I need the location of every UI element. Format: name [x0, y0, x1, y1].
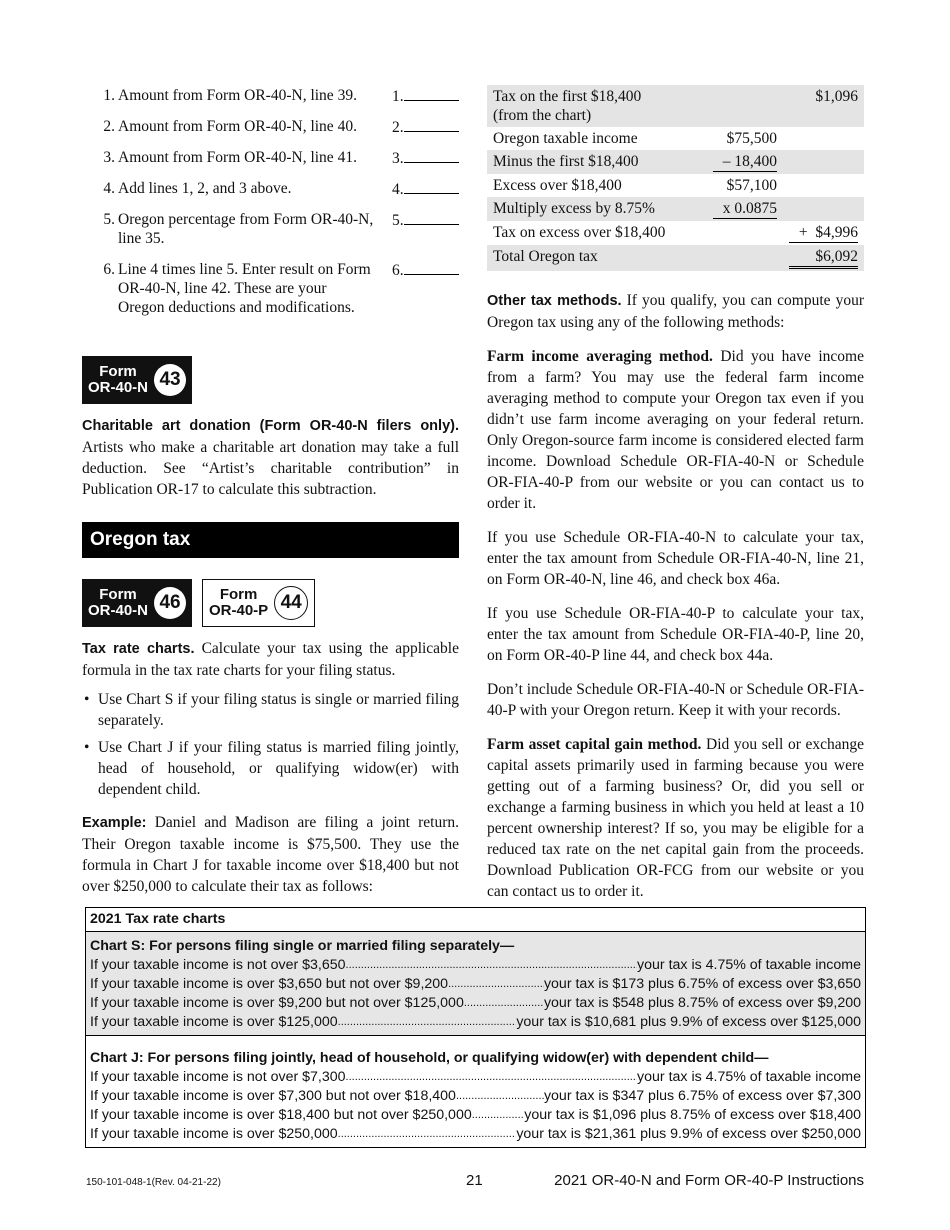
table-cell: [783, 174, 864, 197]
para-title: Other tax methods.: [487, 293, 622, 309]
charitable-body: Artists who make a charitable art donation may take a full deduction. See “Artist’s charitable contribution” in Publication OR-17 to calculate this subtraction.: [82, 439, 459, 498]
worksheet-line-6: [93, 260, 463, 317]
worksheet-line-5: [93, 210, 463, 248]
footer-title: 2021 OR-40-N and Form OR-40-P Instructions: [554, 1172, 864, 1189]
table-cell: Total Oregon tax: [487, 245, 707, 271]
charts-title: 2021 Tax rate charts: [86, 908, 865, 932]
line-field[interactable]: [392, 179, 460, 199]
badge-form-name: OR-40-P: [209, 602, 269, 619]
chart-j: [86, 1035, 865, 1147]
line-text: Amount from Form OR-40-N, line 41.: [118, 149, 357, 166]
line-text: Add lines 1, 2, and 3 above.: [118, 180, 292, 197]
line-field[interactable]: [392, 210, 460, 230]
page-number: 21: [466, 1172, 483, 1189]
charitable-section: [82, 415, 459, 500]
table-cell: [707, 245, 783, 271]
list-item: • Use Chart J if your filing status is married filing jointly, head of household, or qualifying widow(er) with dependent child.: [82, 737, 459, 800]
form-code: 150-101-048-1(Rev. 04-21-22): [86, 1177, 221, 1188]
line-field[interactable]: [392, 148, 460, 168]
line-text: Oregon percentage from Form OR-40-N, line 35.: [118, 211, 374, 247]
table-row: [487, 221, 864, 245]
worksheet-lines: [93, 86, 463, 329]
table-row: [487, 197, 864, 221]
line-number: 6.: [103, 261, 115, 278]
table-cell: Oregon taxable income: [493, 130, 638, 147]
charitable-title: Charitable art donation (Form OR-40-N filers only).: [82, 418, 459, 434]
chart-s-title: Chart S: For persons filing single or married filing separately—: [90, 938, 515, 954]
badge-form-label: Form: [99, 586, 137, 603]
chart-row: If your taxable income is over $125,000 ..... your tax is $10,681 plus 9.9% of excess over $125,000: [90, 1013, 861, 1032]
table-cell: [783, 127, 864, 150]
para-body: If you use Schedule OR-FIA-40-P to calculate your tax, enter the tax amount from Schedule OR-FIA-40-P, line 20, on Form OR-40-P line 44, and check box 44a.: [487, 605, 864, 664]
section-heading: Oregon tax: [82, 522, 459, 558]
form-badge-44: [202, 579, 315, 627]
table-cell: + $4,996: [783, 221, 864, 245]
table-cell: Multiply excess by 8.75%: [487, 197, 707, 221]
line-field-label: 1.: [392, 88, 404, 105]
table-cell: $75,500: [726, 130, 777, 147]
line-field-label: 4.: [392, 181, 404, 198]
badge-form-label: Form: [99, 363, 137, 380]
table-cell: [707, 221, 783, 245]
table-row: [487, 127, 864, 150]
badge-form-name: OR-40-N: [88, 602, 149, 619]
line-number: 5.: [103, 211, 115, 228]
chart-row: If your taxable income is over $9,200 but not over $125,000 ..... your tax is $548 plus 8.75% of excess over $9,200: [90, 994, 861, 1013]
line-field-label: 3.: [392, 150, 404, 167]
table-cell: x 0.0875: [707, 197, 783, 221]
worksheet-line-2: [93, 117, 463, 136]
example-title: Example:: [82, 815, 147, 831]
tax-rate-charts-body: Calculate your tax using the applicable formula in the tax rate charts for your filing status.: [82, 640, 459, 679]
line-number: 4.: [103, 180, 115, 197]
line-field-label: 5.: [392, 212, 404, 229]
table-row: [487, 245, 864, 271]
table-cell: Tax on excess over $18,400: [493, 224, 666, 241]
fia-40-p-paragraph: [487, 603, 864, 666]
farm-income-averaging: [487, 346, 864, 514]
chart-row: If your taxable income is over $7,300 but not over $18,400 ..... your tax is $347 plus 6.75% of excess over $7,300: [90, 1087, 861, 1106]
table-row: [487, 85, 864, 127]
para-body: If you use Schedule OR-FIA-40-N to calculate your tax, enter the tax amount from Schedule OR-FIA-40-N, line 21, on Form OR-40-N, line 46, and check box 46a.: [487, 529, 864, 588]
form-badge-43: [82, 356, 192, 404]
table-cell: [783, 197, 864, 221]
line-field-label: 6.: [392, 262, 404, 279]
dont-include-paragraph: [487, 679, 864, 721]
line-number: 1.: [103, 87, 115, 104]
tax-rate-charts-section: [82, 638, 459, 897]
table-cell: $57,100: [726, 177, 777, 194]
line-field[interactable]: [392, 260, 460, 280]
fia-40-n-paragraph: [487, 527, 864, 590]
chart-bullets: [82, 689, 459, 800]
line-text: Line 4 times line 5. Enter result on Form OR-40-N, line 42. These are your Oregon deductions and modifications.: [118, 261, 371, 316]
chart-row: If your taxable income is not over $3,650 ..... your tax is 4.75% of taxable income: [90, 956, 861, 975]
table-cell: $6,092: [783, 245, 864, 271]
other-tax-methods: [487, 290, 864, 333]
badge-line-number: 46: [154, 587, 186, 619]
example-paragraph: [82, 812, 459, 897]
table-cell: Excess over $18,400: [493, 177, 622, 194]
badge-form-label: Form: [219, 586, 258, 603]
table-row: [487, 174, 864, 197]
line-field-label: 2.: [392, 119, 404, 136]
line-field[interactable]: [392, 86, 460, 106]
chart-row: If your taxable income is over $18,400 but not over $250,000 ..... your tax is $1,096 plus 8.75% of excess over $18,400: [90, 1106, 861, 1125]
table-cell: Tax on the first $18,400 (from the chart): [487, 85, 707, 127]
badge-form-name: OR-40-N: [88, 379, 149, 396]
example-table: [487, 85, 864, 271]
table-cell: Minus the first $18,400: [487, 150, 707, 174]
line-field[interactable]: [392, 117, 460, 137]
table-cell: [783, 150, 864, 174]
line-number: 2.: [103, 118, 115, 135]
para-title: Farm income averaging method.: [487, 348, 713, 365]
para-body: Don’t include Schedule OR-FIA-40-N or Schedule OR-FIA-40-P with your Oregon return. Keep it with your records.: [487, 681, 864, 719]
chart-j-title: Chart J: For persons filing jointly, head of household, or qualifying widow(er) with dependent child—: [90, 1050, 769, 1066]
line-text: Amount from Form OR-40-N, line 40.: [118, 118, 357, 135]
para-title: Farm asset capital gain method.: [487, 736, 702, 753]
farm-asset-capital-gain: [487, 734, 864, 902]
table-row: [487, 150, 864, 174]
worksheet-line-4: [93, 179, 463, 198]
table-cell: [707, 85, 783, 127]
badge-line-number: 43: [154, 364, 186, 396]
chart-row: If your taxable income is over $3,650 but not over $9,200 ..... your tax is $173 plus 6.75% of excess over $3,650: [90, 975, 861, 994]
form-badge-46: [82, 579, 192, 627]
table-cell: – 18,400: [707, 150, 783, 174]
worksheet-line-3: [93, 148, 463, 167]
tax-rate-charts-box: [85, 907, 866, 1148]
chart-s: [86, 932, 865, 1035]
table-cell: $1,096: [783, 85, 864, 127]
para-body: Did you sell or exchange capital assets primarily used in farming because you were getting out of a farming business? Or, did you sell or exchange a farming business in which you held at least a 10 percent ownership interest? If so, you may be eligible for a reduced tax rate on the net capital gain from the proceeds. Download Publication OR-FCG from our website or you can contact us to order it.: [487, 736, 865, 900]
example-body: Daniel and Madison are filing a joint return. Their Oregon taxable income is $75,500. They use the formula in Chart J for taxable income over $18,400 but not over $250,000 to calculate their tax as follows:: [82, 814, 459, 895]
worksheet-line-1: [93, 86, 463, 105]
right-column-text: [487, 290, 864, 915]
tax-rate-charts-title: Tax rate charts.: [82, 641, 195, 657]
chart-row: If your taxable income is over $250,000 ..... your tax is $21,361 plus 9.9% of excess over $250,000: [90, 1125, 861, 1144]
chart-row: If your taxable income is not over $7,300 ..... your tax is 4.75% of taxable income: [90, 1068, 861, 1087]
badge-line-number: 44: [274, 586, 308, 620]
line-text: Amount from Form OR-40-N, line 39.: [118, 87, 357, 104]
list-item: • Use Chart S if your filing status is single or married filing separately.: [82, 689, 459, 731]
line-number: 3.: [103, 149, 115, 166]
para-body: Did you have income from a farm? You may use the federal farm income averaging method to compute your Oregon tax even if you didn’t use farm income averaging on your federal return. Only Oregon-source farm income is considered elected farm income. Download Schedule OR-FIA-40-N or Schedule OR-FIA-40-P from our website or you can contact us to order it.: [487, 348, 864, 512]
para-body: If you qualify, you can compute your Oregon tax using any of the following methods:: [487, 292, 865, 331]
